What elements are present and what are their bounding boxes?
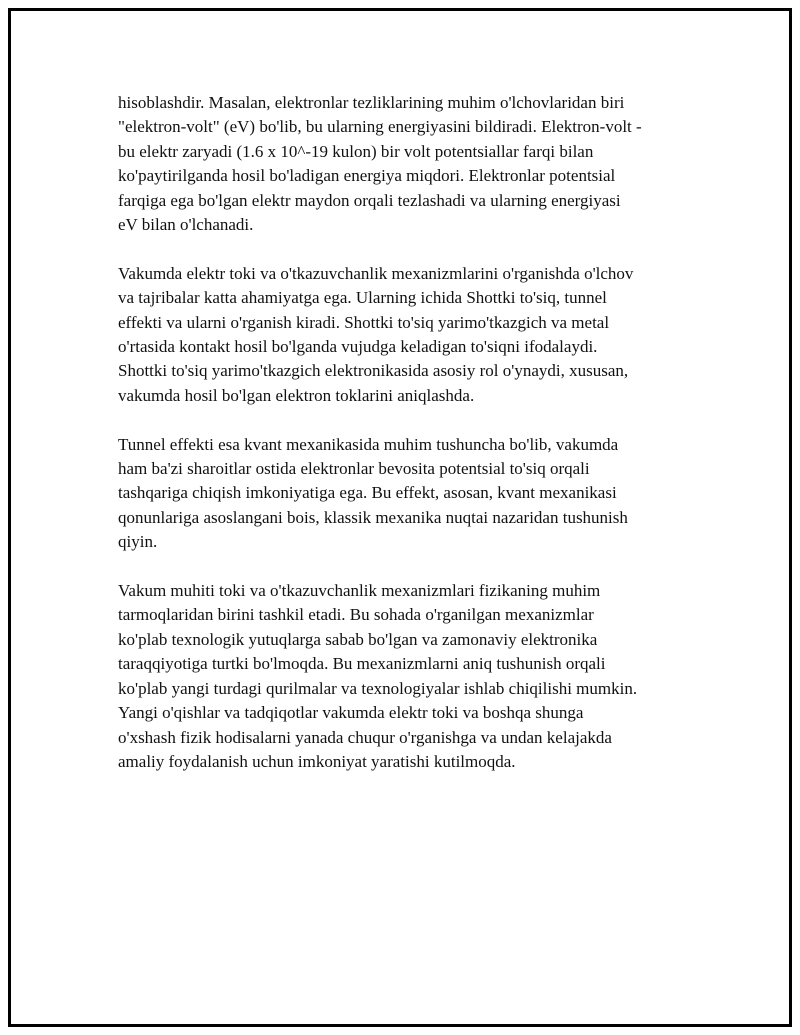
paragraph: Tunnel effekti esa kvant mexanikasida muhim tushuncha bo'lib, vakumda ham ba'zi sharoitlar ostida elektronlar bevosita potentsial to'siq orqali tashqariga chiqish imkoniyatiga ega. Bu effekt, asosan, kvant mexanikasi qonunlariga asoslangani bois, klassik mexanika nuqtai nazaridan tushunish qiyin. [118,434,628,552]
paragraph: Vakumda elektr toki va o'tkazuvchanlik mexanizmlarini o'rganishda o'lchov va tajribalar katta ahamiyatga ega. Ularning ichida Shottki to'siq, tunnel effekti va ularni o'rganish kiradi. Shottki to'siq yarimo'tkazgich va metal o'rtasida kontakt hosil bo'lganda vujudga keladigan to'siqni ifodalaydi. Shottki to'siq yarimo'tkazgich elektronikasida asosiy rol o'ynaydi, xususan, vakumda hosil bo'lgan elektron toklarini aniqlashda. [118,263,634,405]
paragraph: Vakum muhiti toki va o'tkazuvchanlik mexanizmlari fizikaning muhim tarmoqlaridan birini tashkil etadi. Bu sohada o'rganilgan mexanizmlar ko'plab texnologik yutuqlarga sabab bo'lgan va zamonaviy elektronika taraqqiyotiga turtki bo'lmoqda. Bu mexanizmlarni aniq tushunish orqali ko'plab yangi turdagi qurilmalar va texnologiyalar ishlab chiqilishi mumkin. Yangi o'qishlar va tadqiqotlar vakumda elektr toki va boshqa shunga o'xshash fizik hodisalarni yanada chuqur o'rganishga va undan kelajakda amaliy foydalanish uchun imkoniyat yaratishi kutilmoqda. [118,581,638,771]
paragraph: hisoblashdir. Masalan, elektronlar tezliklarining muhim o'lchovlaridan biri "elektron-volt" (eV) bo'lib, bu ularning energiyasini bildiradi. Elektron-volt - bu elektr zaryadi (1.6 x 10^-19 kulon) bir volt potentsiallar farqi bilan ko'paytirilganda hosil bo'ladigan energiya miqdori. Elektronlar potentsial farqiga ega bo'lgan elektr maydon orqali tezlashadi va ularning energiyasi eV bilan o'lchanadi. [118,93,642,235]
document-body [118,91,698,799]
